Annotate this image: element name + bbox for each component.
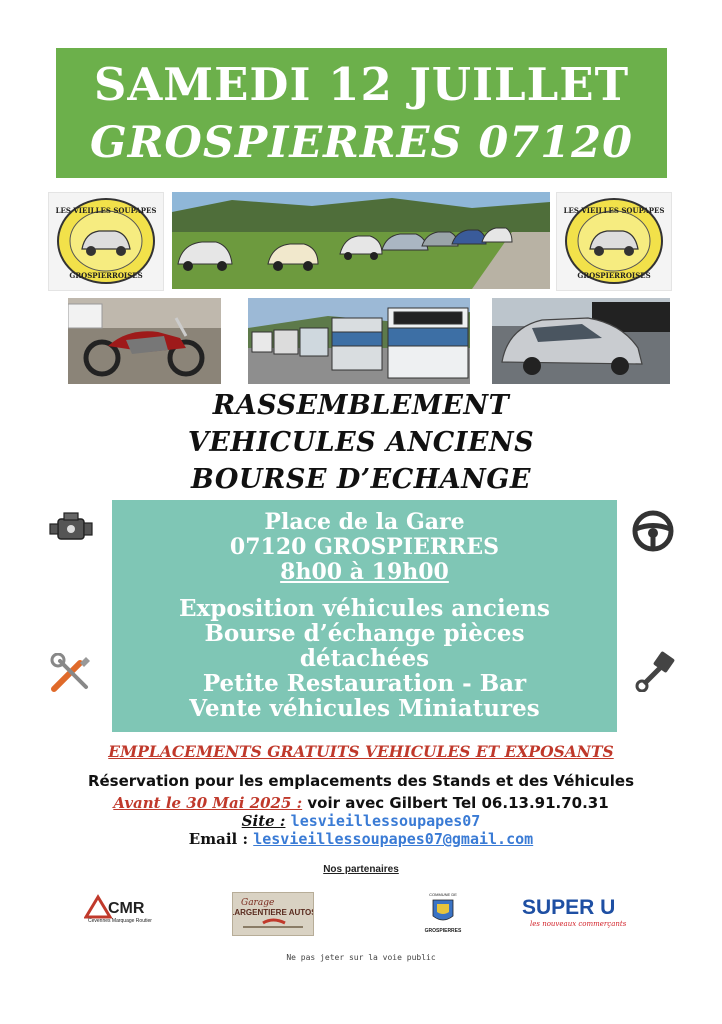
- club-logo-left: [48, 192, 164, 291]
- partner-cmr-logo: [84, 893, 188, 925]
- reservation-contact: voir avec Gilbert Tel 06.13.91.70.31: [307, 794, 609, 812]
- headline-exchange: BOURSE D’ECHANGE: [191, 464, 531, 495]
- footer-note: Ne pas jeter sur la voie public: [286, 953, 436, 962]
- photo-classic-car: [492, 298, 670, 384]
- photo-cars-field: [172, 192, 550, 289]
- partner-commune-logo: [418, 890, 468, 936]
- banner-date: SAMEDI 12 JUILLET: [93, 58, 630, 111]
- venue-place: Place de la Gare: [264, 509, 465, 535]
- headline-rally: RASSEMBLEMENT: [212, 390, 510, 421]
- steering-wheel-icon: [628, 510, 678, 552]
- superu-name: SUPER U: [522, 896, 616, 919]
- email-label: Email :: [188, 830, 248, 848]
- banner-location: GROSPIERRES 07120: [89, 118, 634, 168]
- garage-line2: LARGENTIERE AUTOS: [233, 908, 313, 917]
- logo-top-text: LES VIEILLES SOUPAPES: [563, 206, 665, 215]
- reservation-deadline-line: [0, 794, 722, 812]
- engine-icon: [48, 507, 98, 549]
- event-info-box: [112, 500, 617, 732]
- superu-tagline: les nouveaux commerçants: [530, 920, 627, 928]
- partner-garage-logo: [232, 892, 314, 936]
- free-spots-notice: EMPLACEMENTS GRATUITS VEHICULES ET EXPOSANTS: [108, 742, 614, 761]
- email-link[interactable]: lesvieillessoupapes07@gmail.com: [253, 830, 534, 848]
- cmr-subtitle: Cevennes Marquage Routier: [88, 918, 152, 924]
- site-label: Site :: [241, 812, 286, 830]
- activity-miniatures: Vente véhicules Miniatures: [189, 695, 540, 722]
- club-logo-right: [556, 192, 672, 291]
- garage-line1: Garage: [241, 898, 275, 908]
- commune-bottom: GROSPIERRES: [424, 928, 462, 934]
- reservation-text: Réservation pour les emplacements des Stands et des Véhicules: [87, 772, 635, 790]
- partner-superu-logo: [520, 892, 638, 930]
- logo-bottom-text: GROSPIERROISES: [577, 271, 651, 280]
- photo-buses: [248, 298, 470, 384]
- activity-exhibition: Exposition véhicules anciens: [179, 595, 550, 622]
- activity-parts-exchange: Bourse d’échange pièces: [204, 620, 525, 647]
- email-line: [0, 830, 722, 848]
- headline-vehicles: VEHICULES ANCIENS: [187, 427, 535, 458]
- site-line: [0, 812, 722, 830]
- cmr-name: CMR: [108, 900, 145, 917]
- tools-icon: [46, 653, 96, 695]
- venue-hours: 8h00 à 19h00: [280, 559, 449, 585]
- site-link[interactable]: lesvieillessoupapes07: [290, 812, 481, 830]
- piston-icon: [630, 650, 680, 692]
- venue-city: 07120 GROSPIERRES: [229, 534, 500, 560]
- logo-bottom-text: GROSPIERROISES: [69, 271, 143, 280]
- commune-top: COMMUNE DE: [429, 892, 457, 897]
- date-banner: [56, 48, 667, 178]
- partners-title: Nos partenaires: [323, 864, 399, 875]
- activity-parts-detached: détachées: [299, 645, 430, 672]
- activity-food-bar: Petite Restauration - Bar: [202, 670, 527, 697]
- logo-top-text: LES VIEILLES SOUPAPES: [55, 206, 157, 215]
- reservation-deadline: Avant le 30 Mai 2025 :: [113, 794, 303, 812]
- photo-motorcycle: [68, 298, 221, 384]
